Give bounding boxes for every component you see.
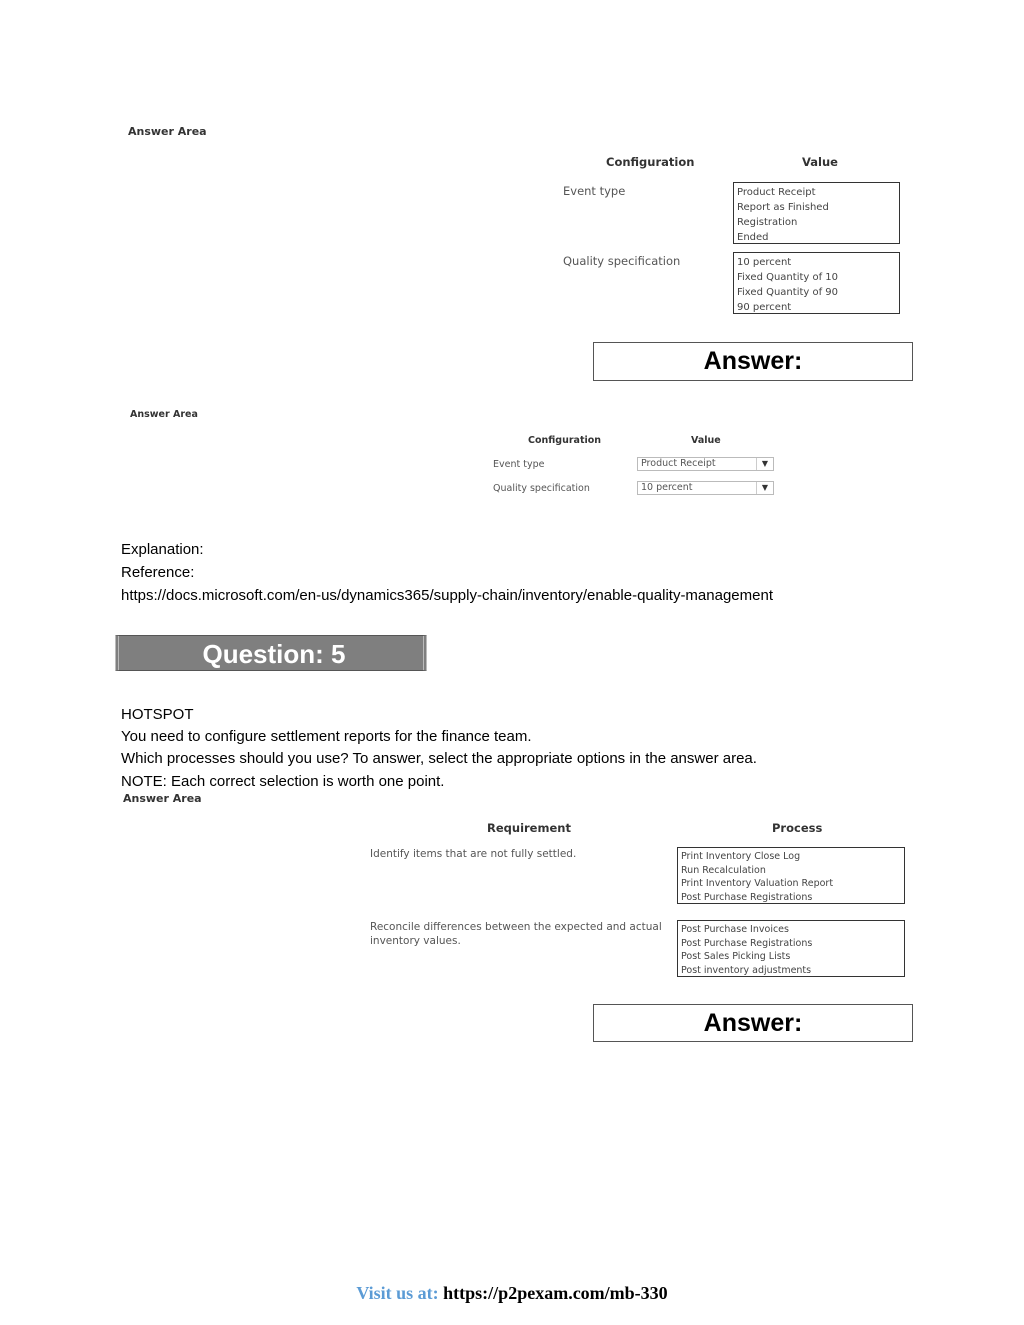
reference-label: Reference:	[121, 564, 195, 581]
question-type: HOTSPOT	[121, 706, 194, 723]
quality-spec-dropdown[interactable]	[637, 481, 774, 495]
chevron-down-icon[interactable]: ▼	[756, 482, 773, 494]
event-type-label: Event type	[493, 459, 545, 470]
value-header: Value	[691, 435, 721, 446]
requirement-2-line: Reconcile differences between the expected and actual	[370, 921, 662, 933]
chevron-down-icon[interactable]: ▼	[756, 458, 773, 470]
process-options-1[interactable]	[677, 847, 905, 904]
footer-label: Visit us at:	[356, 1283, 439, 1303]
question-title: Question: 5	[202, 639, 346, 669]
option-item[interactable]: Registration	[737, 217, 798, 228]
reference-link[interactable]: https://docs.microsoft.com/en-us/dynamics365/supply-chain/inventory/enable-quality-management	[121, 587, 773, 604]
option-item[interactable]: Fixed Quantity of 10	[737, 272, 839, 283]
process-header: Process	[772, 821, 823, 835]
option-item[interactable]: Post Sales Picking Lists	[681, 951, 791, 962]
option-item[interactable]: 90 percent	[737, 302, 792, 313]
answer-area-label: Answer Area	[123, 792, 202, 805]
answer-area-label: Answer Area	[130, 409, 198, 420]
quality-spec-label: Quality specification	[493, 483, 590, 494]
option-item[interactable]: 10 percent	[737, 257, 792, 268]
process-options-2[interactable]	[677, 920, 905, 977]
requirement-header: Requirement	[487, 821, 571, 835]
quality-spec-label: Quality specification	[563, 254, 681, 268]
event-type-options[interactable]	[733, 182, 900, 244]
option-item[interactable]: Run Recalculation	[681, 864, 766, 876]
option-item[interactable]: Post inventory adjustments	[681, 964, 812, 976]
requirement-1: Identify items that are not fully settled.	[370, 848, 577, 860]
answer-box: Answer:	[593, 342, 913, 381]
question-banner	[115, 635, 427, 671]
event-type-selected: Product Receipt	[641, 458, 716, 469]
answer-area-label: Answer Area	[128, 125, 207, 138]
question-note: NOTE: Each correct selection is worth one point.	[121, 773, 445, 790]
value-header: Value	[802, 155, 838, 169]
answer-box: Answer:	[593, 1004, 913, 1042]
event-type-label: Event type	[563, 184, 626, 198]
footer-link[interactable]: https://p2pexam.com/mb-330	[443, 1283, 668, 1303]
explanation-label: Explanation:	[121, 541, 204, 558]
requirement-2-line: inventory values.	[370, 935, 461, 947]
option-item[interactable]: Post Purchase Registrations	[681, 937, 813, 949]
option-item[interactable]: Fixed Quantity of 90	[737, 287, 839, 298]
option-item[interactable]: Product Receipt	[737, 187, 816, 198]
quality-spec-options[interactable]	[733, 252, 900, 314]
footer	[0, 1283, 1024, 1304]
option-item[interactable]: Ended	[737, 232, 769, 243]
configuration-header: Configuration	[528, 435, 602, 446]
question-text: Which processes should you use? To answer, select the appropriate options in the answer area.	[121, 750, 757, 767]
option-item[interactable]: Post Purchase Invoices	[681, 924, 789, 935]
option-item[interactable]: Post Purchase Registrations	[681, 891, 813, 903]
event-type-dropdown[interactable]	[637, 457, 774, 471]
quality-spec-selected: 10 percent	[641, 482, 693, 493]
configuration-header: Configuration	[606, 155, 695, 169]
question-text: You need to configure settlement reports for the finance team.	[121, 728, 532, 745]
option-item[interactable]: Print Inventory Close Log	[681, 851, 801, 862]
requirement-2	[370, 920, 662, 948]
option-item[interactable]: Report as Finished	[737, 202, 829, 213]
option-item[interactable]: Print Inventory Valuation Report	[681, 878, 834, 889]
